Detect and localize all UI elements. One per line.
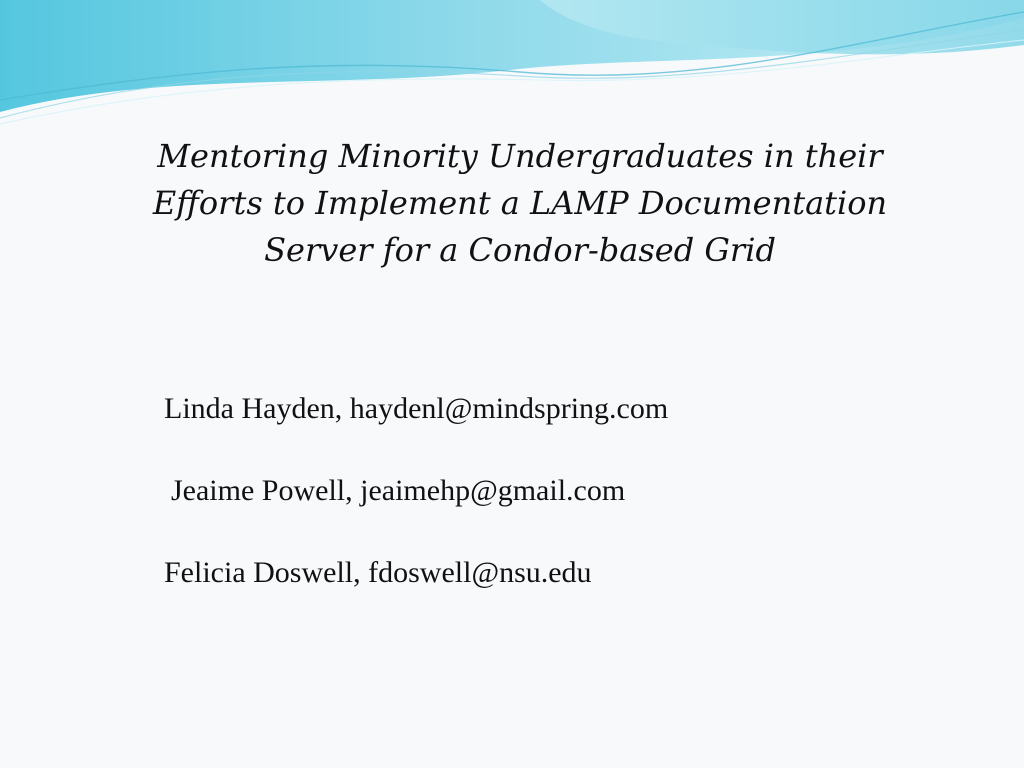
decorative-wave-header [0, 0, 1024, 130]
author-felicia-doswell: Felicia Doswell, fdoswell@nsu.edu [164, 556, 592, 589]
title-line-2: Efforts to Implement a LAMP Documentation [152, 184, 888, 222]
title-line-1: Mentoring Minority Undergraduates in their [157, 137, 883, 175]
author-jeaime-powell: Jeaime Powell, jeaimehp@gmail.com [171, 474, 626, 507]
slide-title [60, 133, 980, 274]
author-linda-hayden: Linda Hayden, haydenl@mindspring.com [164, 392, 669, 425]
title-line-3: Server for a Condor-based Grid [264, 231, 776, 269]
